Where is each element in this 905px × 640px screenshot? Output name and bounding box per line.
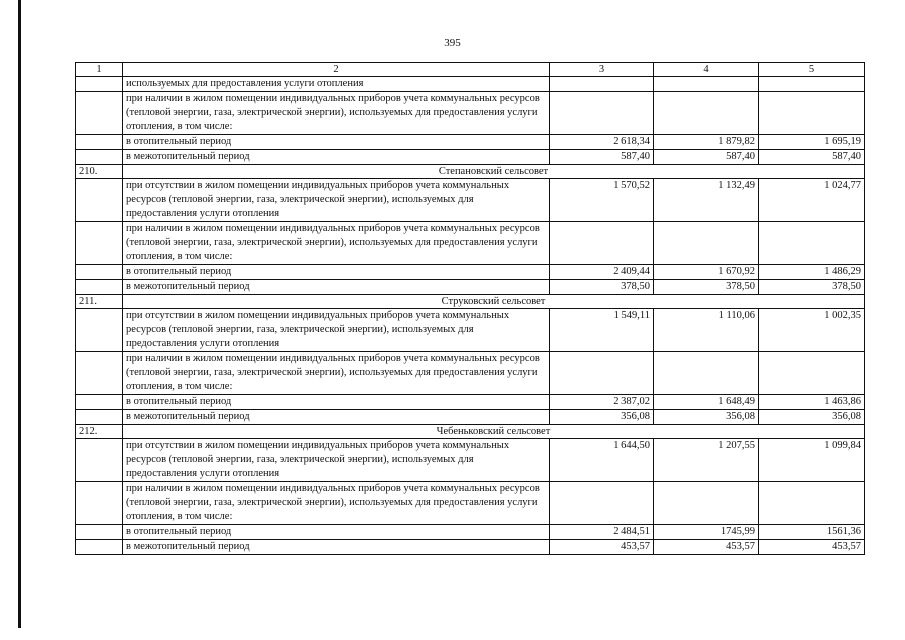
row-number-cell — [76, 179, 123, 222]
row-description: при отсутствии в жилом помещении индивидуальных приборов учета коммунальных ресурсов (тепловой энергии, газа, электрической энергии), используемых для предоставления услуги отопления — [123, 439, 550, 482]
value-cell: 356,08 — [550, 410, 654, 425]
row-number-cell — [76, 482, 123, 525]
value-cell: 378,50 — [654, 280, 759, 295]
value-cell: 1561,36 — [759, 525, 865, 540]
table-row — [76, 395, 865, 410]
value-cell — [654, 92, 759, 135]
row-description: в отопительный период — [123, 395, 550, 410]
value-cell — [759, 352, 865, 395]
row-number-cell — [76, 309, 123, 352]
table-row — [76, 280, 865, 295]
row-number-cell — [76, 135, 123, 150]
row-description: в межотопительный период — [123, 280, 550, 295]
row-number-cell — [76, 540, 123, 555]
value-cell: 1 695,19 — [759, 135, 865, 150]
value-cell: 378,50 — [759, 280, 865, 295]
header-cell: 2 — [123, 63, 550, 77]
row-number-cell — [76, 150, 123, 165]
value-cell — [550, 77, 654, 92]
header-cell: 3 — [550, 63, 654, 77]
row-number-cell — [76, 410, 123, 425]
value-cell: 2 387,02 — [550, 395, 654, 410]
row-description: используемых для предоставления услуги отопления — [123, 77, 550, 92]
value-cell — [550, 352, 654, 395]
row-description: в отопительный период — [123, 525, 550, 540]
row-description: при отсутствии в жилом помещении индивидуальных приборов учета коммунальных ресурсов (тепловой энергии, газа, электрической энергии), используемых для предоставления услуги отопления — [123, 309, 550, 352]
row-number-cell — [76, 222, 123, 265]
district-number: 210. — [76, 165, 123, 179]
row-number-cell — [76, 525, 123, 540]
value-cell: 453,57 — [550, 540, 654, 555]
header-cell: 4 — [654, 63, 759, 77]
page-number: 395 — [444, 37, 461, 49]
value-cell: 1 879,82 — [654, 135, 759, 150]
row-description: при наличии в жилом помещении индивидуальных приборов учета коммунальных ресурсов (тепловой энергии, газа, электрической энергии), используемых для предоставления услуги отопления, в том числе: — [123, 222, 550, 265]
table-row — [76, 309, 865, 352]
value-cell: 2 409,44 — [550, 265, 654, 280]
row-description: при отсутствии в жилом помещении индивидуальных приборов учета коммунальных ресурсов (тепловой энергии, газа, электрической энергии), используемых для предоставления услуги отопления — [123, 179, 550, 222]
value-cell: 1 463,86 — [759, 395, 865, 410]
value-cell: 1 024,77 — [759, 179, 865, 222]
district-number: 212. — [76, 425, 123, 439]
row-description: при наличии в жилом помещении индивидуальных приборов учета коммунальных ресурсов (тепловой энергии, газа, электрической энергии), используемых для предоставления услуги отопления, в том числе: — [123, 92, 550, 135]
row-number-cell — [76, 77, 123, 92]
table-row — [76, 92, 865, 135]
value-cell: 453,57 — [759, 540, 865, 555]
district-name: Степановский сельсовет — [123, 165, 865, 179]
value-cell: 1 670,92 — [654, 265, 759, 280]
value-cell: 2 618,34 — [550, 135, 654, 150]
value-cell: 1 207,55 — [654, 439, 759, 482]
value-cell: 1 549,11 — [550, 309, 654, 352]
value-cell: 356,08 — [654, 410, 759, 425]
table-row — [76, 150, 865, 165]
value-cell — [759, 77, 865, 92]
value-cell: 1 110,06 — [654, 309, 759, 352]
value-cell — [654, 77, 759, 92]
row-description: в межотопительный период — [123, 540, 550, 555]
tariff-table — [75, 62, 865, 555]
value-cell — [550, 92, 654, 135]
district-number: 211. — [76, 295, 123, 309]
page-left-edge — [18, 0, 21, 628]
value-cell — [759, 222, 865, 265]
value-cell — [654, 482, 759, 525]
value-cell — [550, 222, 654, 265]
value-cell: 1 570,52 — [550, 179, 654, 222]
value-cell: 1 132,49 — [654, 179, 759, 222]
value-cell — [654, 222, 759, 265]
table-row — [76, 222, 865, 265]
row-number-cell — [76, 265, 123, 280]
row-description: в межотопительный период — [123, 410, 550, 425]
value-cell: 1 002,35 — [759, 309, 865, 352]
row-number-cell — [76, 439, 123, 482]
table-row — [76, 135, 865, 150]
row-number-cell — [76, 352, 123, 395]
row-number-cell — [76, 395, 123, 410]
table-row — [76, 540, 865, 555]
district-header-row — [76, 295, 865, 309]
row-description: в отопительный период — [123, 135, 550, 150]
district-header-row — [76, 425, 865, 439]
district-name: Струковский сельсовет — [123, 295, 865, 309]
value-cell: 1745,99 — [654, 525, 759, 540]
table-row — [76, 439, 865, 482]
table-row — [76, 482, 865, 525]
value-cell — [759, 482, 865, 525]
table-row — [76, 410, 865, 425]
value-cell: 1 644,50 — [550, 439, 654, 482]
value-cell — [654, 352, 759, 395]
row-number-cell — [76, 92, 123, 135]
value-cell: 587,40 — [654, 150, 759, 165]
value-cell: 378,50 — [550, 280, 654, 295]
row-description: при наличии в жилом помещении индивидуальных приборов учета коммунальных ресурсов (тепловой энергии, газа, электрической энергии), используемых для предоставления услуги отопления, в том числе: — [123, 482, 550, 525]
row-description: при наличии в жилом помещении индивидуальных приборов учета коммунальных ресурсов (тепловой энергии, газа, электрической энергии), используемых для предоставления услуги отопления, в том числе: — [123, 352, 550, 395]
table-row — [76, 352, 865, 395]
value-cell: 453,57 — [654, 540, 759, 555]
header-cell: 5 — [759, 63, 865, 77]
value-cell: 1 486,29 — [759, 265, 865, 280]
row-description: в отопительный период — [123, 265, 550, 280]
value-cell: 1 648,49 — [654, 395, 759, 410]
value-cell: 587,40 — [550, 150, 654, 165]
table-row — [76, 525, 865, 540]
value-cell — [550, 482, 654, 525]
table-row — [76, 179, 865, 222]
row-description: в межотопительный период — [123, 150, 550, 165]
district-name: Чебеньковский сельсовет — [123, 425, 865, 439]
value-cell: 356,08 — [759, 410, 865, 425]
row-number-cell — [76, 280, 123, 295]
value-cell: 2 484,51 — [550, 525, 654, 540]
value-cell: 587,40 — [759, 150, 865, 165]
value-cell: 1 099,84 — [759, 439, 865, 482]
table-row — [76, 265, 865, 280]
district-header-row — [76, 165, 865, 179]
table-header-row — [76, 63, 865, 77]
table-row — [76, 77, 865, 92]
value-cell — [759, 92, 865, 135]
header-cell: 1 — [76, 63, 123, 77]
